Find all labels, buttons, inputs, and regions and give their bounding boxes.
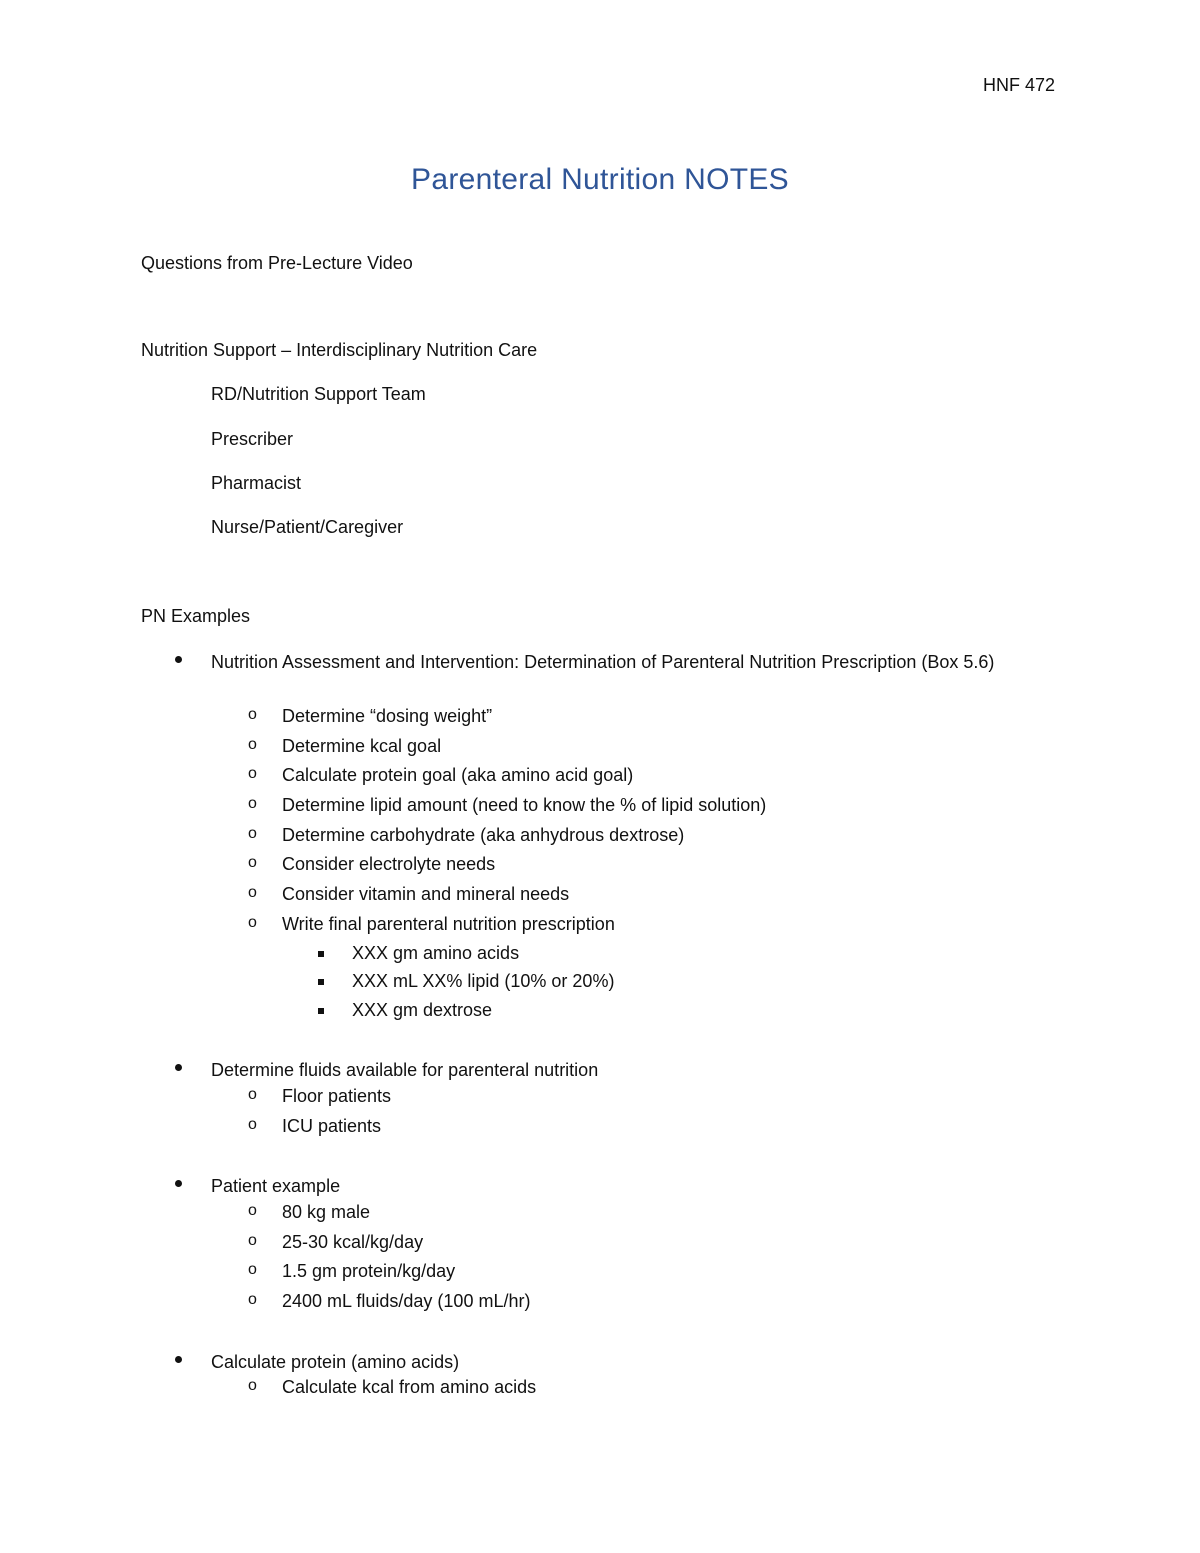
role-item: Prescriber <box>211 429 294 449</box>
bullet-text: Nutrition Assessment and Intervention: Determination of Parenteral Nutrition Prescription (Box 5.6) <box>211 652 995 672</box>
pn-examples-heading: PN Examples <box>141 606 251 626</box>
course-code: HNF 472 <box>983 75 1056 95</box>
sub-marker: o <box>248 765 257 782</box>
sub-marker: o <box>248 736 257 753</box>
page-title: Parenteral Nutrition NOTES <box>411 163 789 196</box>
sub-marker: o <box>248 884 257 901</box>
square-bullet-marker <box>318 979 324 985</box>
bullet-text: Calculate protein (amino acids) <box>211 1352 460 1372</box>
sub-marker: o <box>248 854 257 871</box>
sub-marker: o <box>248 706 257 723</box>
bullet-text: Determine fluids available for parenteral nutrition <box>211 1060 599 1080</box>
sub-marker: o <box>248 1232 257 1249</box>
support-heading: Nutrition Support – Interdisciplinary Nutrition Care <box>141 340 538 360</box>
bullet-text: Patient example <box>211 1176 341 1196</box>
bullet-marker <box>175 1180 182 1187</box>
square-bullet-marker <box>318 951 324 957</box>
bullet-marker <box>175 1064 182 1071</box>
bullet-marker <box>175 656 182 663</box>
questions-heading: Questions from Pre-Lecture Video <box>141 253 413 273</box>
sub-marker: o <box>248 1377 257 1394</box>
sub-marker: o <box>248 1202 257 1219</box>
sub-marker: o <box>248 1291 257 1308</box>
sub-marker: o <box>248 914 257 931</box>
role-item: Nurse/Patient/Caregiver <box>211 517 404 537</box>
role-item: RD/Nutrition Support Team <box>211 384 426 404</box>
sub-marker: o <box>248 1116 257 1133</box>
sub-marker: o <box>248 1261 257 1278</box>
role-item: Pharmacist <box>211 473 302 493</box>
square-bullet-marker <box>318 1008 324 1014</box>
document-page: HNF 472 Parenteral Nutrition NOTES Questions from Pre-Lecture Video Nutrition Support – Interdisciplinary Nutrition Care RD/Nutrition Support Team Prescriber Pharmacist Nurse/Patient/Caregiver PN Examples Nutrition Assessment and Intervention: Determination of Parenteral Nutrition Prescription (Box 5.6) o Determine “dosing weight” o Determine kcal goal o Calculate protein goal (aka amino acid goal) o Determine lipid amount (need to know the % of lipid solution) o Determine carbohydrate (aka anhydrous dextrose) o Consider electrolyte needs o Consider vitamin and mineral needs o Write final parenteral nutrition prescription XXX gm amino acids XXX mL XX% lipid (10% or 20%) XXX gm dextrose Determine fluids available for parenteral nutrition o Floor patients o ICU patients Patient example o 80 kg male o 25-30 kcal/kg/day o 1.5 gm protein/kg/day o 2400 mL fluids/day (100 mL/hr) Calculate protein (amino acids) o Calculate kcal from amino acids <box>0 0 1200 1553</box>
sub-marker: o <box>248 825 257 842</box>
sub-marker: o <box>248 1086 257 1103</box>
sub-marker: o <box>248 795 257 812</box>
bullet-marker <box>175 1356 182 1363</box>
